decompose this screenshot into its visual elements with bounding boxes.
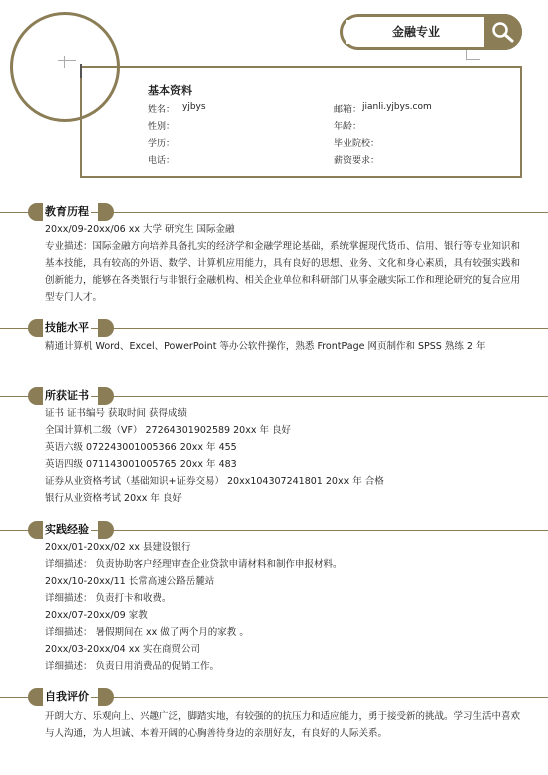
practice-line: 详细描述： 负责打卡和收费。 (45, 593, 172, 604)
certificates-title: 所获证书 (43, 387, 91, 405)
education-label: 学历： (148, 139, 176, 149)
practice-title: 实践经验 (43, 521, 91, 539)
email-label: 邮箱： (334, 105, 362, 115)
practice-line: 20xx/07-20xx/09 家教 (45, 610, 148, 621)
phone-label: 电话： (148, 156, 176, 166)
crop-mark (58, 60, 76, 61)
email-value: jianli.yjbys.com (362, 102, 432, 112)
name-label: 姓名： (148, 105, 176, 115)
basic-info-title: 基本资料 (148, 84, 192, 97)
section-badge (28, 203, 44, 221)
section-badge (28, 521, 44, 539)
page-title: 金融专业 (346, 20, 486, 44)
self-eval-description: 开朗大方、乐观向上、兴趣广泛，脚踏实地，有较强的的抗压力和适应能力，勇于接受新的挑战。学习生活中喜欢与人沟通，为人坦诚、本着开阔的心胸善待身边的亲朋好友，有良好的人际关系。 (45, 711, 521, 739)
section-badge (28, 319, 44, 337)
practice-line: 20xx/10-20xx/11 长常高速公路岳麓站 (45, 576, 215, 587)
section-badge-tail (98, 688, 114, 706)
education-title: 教育历程 (43, 203, 91, 221)
section-badge-tail (98, 319, 114, 337)
self-eval-title: 自我评价 (43, 688, 91, 706)
search-icon (491, 21, 515, 43)
section-badge-tail (98, 203, 114, 221)
certificate-line: 英语六级 072243001005366 20xx 年 455 (45, 442, 237, 453)
practice-line: 详细描述： 负责日用消费品的促销工作。 (45, 661, 220, 672)
certificate-line: 全国计算机二级（VF） 27264301902589 20xx 年 良好 (45, 425, 291, 436)
age-label: 年龄： (334, 122, 362, 132)
practice-line: 20xx/03-20xx/04 xx 实在商贸公司 (45, 644, 200, 655)
certificate-line: 证书 证书编号 获取时间 获得成绩 (45, 408, 188, 419)
section-badge (28, 387, 44, 405)
practice-line: 详细描述： 暑假期间在 xx 做了两个月的家教 。 (45, 627, 249, 638)
practice-line: 详细描述： 负责协助客户经理审查企业贷款申请材料和制作申报材料。 (45, 559, 343, 570)
section-badge (28, 688, 44, 706)
school-label: 毕业院校： (334, 139, 380, 149)
section-badge-tail (98, 521, 114, 539)
certificate-line: 英语四级 071143001005765 20xx 年 483 (45, 459, 237, 470)
crop-mark (466, 59, 480, 60)
basic-info-box (80, 66, 522, 178)
education-entry: 20xx/09-20xx/06 xx 大学 研究生 国际金融 (45, 224, 235, 235)
certificate-line: 银行从业资格考试 20xx 年 良好 (45, 493, 182, 504)
education-description: 专业描述：国际金融方向培养具备扎实的经济学和金融学理论基础，系统掌握现代货币、信用、银行等专业知识和基本技能，具有较高的外语、数学、计算机应用能力，具有良好的思想、业务、文化和身心素质，具有较强实践和创新能力，能够在各类银行与非银行金融机构、相关企业单位和科研部门从事金融实际工作和理论研究的复合应用型专门人才。 (45, 241, 521, 303)
skills-description: 精通计算机 Word、Excel、PowerPoint 等办公软件操作，熟悉 FrontPage 网页制作和 SPSS 熟练 2 年 (45, 341, 486, 352)
certificate-line: 证券从业资格考试（基础知识+证券交易） 20xx104307241801 20xx 年 合格 (45, 476, 384, 487)
section-badge-tail (98, 387, 114, 405)
search-button[interactable] (484, 14, 522, 50)
text-cursor (80, 64, 82, 78)
gender-label: 性别： (148, 122, 176, 132)
skills-title: 技能水平 (43, 319, 91, 337)
practice-line: 20xx/01-20xx/02 xx 县建设银行 (45, 542, 191, 553)
salary-label: 薪资要求： (334, 156, 380, 166)
crop-mark (64, 56, 65, 68)
name-value: yjbys (182, 102, 206, 112)
